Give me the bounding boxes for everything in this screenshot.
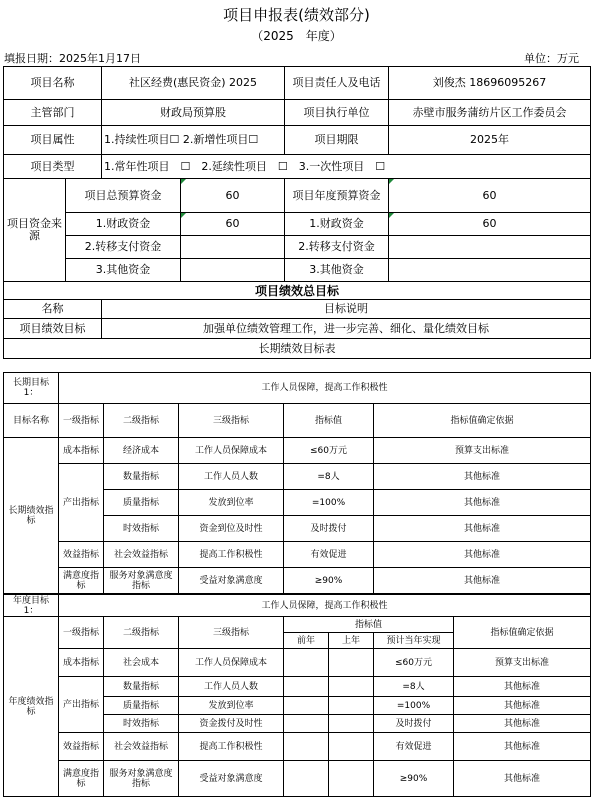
annual-row-l3: 受益对象满意度 bbox=[179, 761, 284, 797]
dept-value: 财政局预算股 bbox=[102, 100, 285, 126]
unit-label: 单位：万元 bbox=[524, 52, 579, 65]
form-year: （2025 年度） bbox=[251, 29, 342, 43]
long-term-indicator-table bbox=[3, 372, 591, 594]
annual-row-value: 有效促进 bbox=[374, 733, 454, 761]
table-row bbox=[4, 761, 591, 797]
long-row-l2: 数量指标 bbox=[104, 464, 179, 490]
long-row-basis: 其他标准 bbox=[374, 464, 591, 490]
table-row bbox=[4, 733, 591, 761]
fiscal-fund-year-value: 60 bbox=[389, 213, 591, 236]
long-row-value: 有效促进 bbox=[284, 542, 374, 568]
long-row-basis: 预算支出标准 bbox=[374, 438, 591, 464]
year-budget-label: 项目年度预算资金 bbox=[285, 179, 389, 213]
long-row-basis: 其他标准 bbox=[374, 490, 591, 516]
annual-cat-output: 产出指标 bbox=[59, 677, 104, 733]
long-row-l2: 社会效益指标 bbox=[104, 542, 179, 568]
attr-value: 1.持续性项目☐ 2.新增性项目☐ bbox=[102, 126, 285, 155]
long-term-table-title: 长期绩效目标表 bbox=[4, 339, 591, 359]
annual-cat-benefit: 效益指标 bbox=[59, 733, 104, 761]
long-header-level2: 二级指标 bbox=[104, 404, 179, 438]
long-header-level3: 三级指标 bbox=[179, 404, 284, 438]
long-row-l3: 工作人员保障成本 bbox=[179, 438, 284, 464]
annual-header-level2: 二级指标 bbox=[104, 617, 179, 649]
overall-col-name: 名称 bbox=[4, 300, 102, 319]
project-name-label: 项目名称 bbox=[4, 67, 102, 100]
long-group-label: 长期绩效指标 bbox=[4, 438, 59, 594]
period-value: 2025年 bbox=[389, 126, 591, 155]
type-value: 1.常年性项目 ☐ 2.延续性项目 ☐ 3.一次性项目 ☐ bbox=[102, 155, 591, 179]
long-row-l2: 经济成本 bbox=[104, 438, 179, 464]
dept-label: 主管部门 bbox=[4, 100, 102, 126]
table-row bbox=[4, 464, 591, 490]
annual-row-l3: 提高工作积极性 bbox=[179, 733, 284, 761]
overall-goal-label: 项目绩效目标 bbox=[4, 319, 102, 339]
transfer-fund-label: 2.转移支付资金 bbox=[66, 236, 181, 259]
annual-row-basis: 其他标准 bbox=[454, 697, 591, 715]
annual-row-l2: 社会成本 bbox=[104, 649, 179, 677]
project-person-value: 刘俊杰 18696095267 bbox=[389, 67, 591, 100]
transfer-fund-value bbox=[181, 236, 285, 259]
project-person-label: 项目责任人及电话 bbox=[285, 67, 389, 100]
long-row-value: =8人 bbox=[284, 464, 374, 490]
annual-header-level3: 三级指标 bbox=[179, 617, 284, 649]
table-row bbox=[4, 542, 591, 568]
long-row-l2: 质量指标 bbox=[104, 490, 179, 516]
annual-indicator-table bbox=[3, 594, 591, 797]
exec-unit-label: 项目执行单位 bbox=[285, 100, 389, 126]
other-fund-value bbox=[181, 259, 285, 282]
overall-goal-value: 加强单位绩效管理工作，进一步完善、细化、量化绩效目标 bbox=[102, 319, 591, 339]
annual-row-value: ≥90% bbox=[374, 761, 454, 797]
long-row-value: ≤60万元 bbox=[284, 438, 374, 464]
long-row-l2: 服务对象满意度指标 bbox=[104, 568, 179, 594]
long-row-l3: 资金到位及时性 bbox=[179, 516, 284, 542]
long-row-basis: 其他标准 bbox=[374, 516, 591, 542]
other-fund-label: 3.其他资金 bbox=[66, 259, 181, 282]
fill-date: 填报日期：2025年1月17日 bbox=[4, 52, 141, 65]
total-budget-label: 项目总预算资金 bbox=[66, 179, 181, 213]
long-row-basis: 其他标准 bbox=[374, 568, 591, 594]
fiscal-fund-label: 1.财政资金 bbox=[66, 213, 181, 236]
long-row-l3: 提高工作积极性 bbox=[179, 542, 284, 568]
annual-row-basis: 预算支出标准 bbox=[454, 649, 591, 677]
long-row-l3: 受益对象满意度 bbox=[179, 568, 284, 594]
long-cat-cost: 成本指标 bbox=[59, 438, 104, 464]
type-label: 项目类型 bbox=[4, 155, 102, 179]
long-row-basis: 其他标准 bbox=[374, 542, 591, 568]
total-budget-value: 60 bbox=[181, 179, 285, 213]
long-row-l3: 工作人员人数 bbox=[179, 464, 284, 490]
basic-info-table bbox=[3, 66, 591, 359]
long-header-basis: 指标值确定依据 bbox=[374, 404, 591, 438]
annual-subheader-prev: 上年 bbox=[329, 633, 374, 649]
annual-row-l2: 社会效益指标 bbox=[104, 733, 179, 761]
long-cat-satisfy: 满意度指标 bbox=[59, 568, 104, 594]
annual-header-value: 指标值 bbox=[284, 617, 454, 633]
overall-goal-section-title: 项目绩效总目标 bbox=[4, 282, 591, 300]
table-row bbox=[4, 649, 591, 677]
annual-row-l3: 发放到位率 bbox=[179, 697, 284, 715]
annual-row-basis: 其他标准 bbox=[454, 733, 591, 761]
form-title: 项目申报表(绩效部分) bbox=[223, 6, 370, 24]
annual-row-basis: 其他标准 bbox=[454, 761, 591, 797]
overall-col-desc: 目标说明 bbox=[102, 300, 591, 319]
period-label: 项目期限 bbox=[285, 126, 389, 155]
other-fund-year-label: 3.其他资金 bbox=[285, 259, 389, 282]
transfer-fund-year-label: 2.转移支付资金 bbox=[285, 236, 389, 259]
long-row-value: =100% bbox=[284, 490, 374, 516]
annual-header-basis: 指标值确定依据 bbox=[454, 617, 591, 649]
annual-row-value: 及时拨付 bbox=[374, 715, 454, 733]
annual-row-basis: 其他标准 bbox=[454, 677, 591, 697]
annual-row-basis: 其他标准 bbox=[454, 715, 591, 733]
annual-row-value: ≤60万元 bbox=[374, 649, 454, 677]
exec-unit-value: 赤壁市服务蒲纺片区工作委员会 bbox=[389, 100, 591, 126]
annual-row-l3: 工作人员人数 bbox=[179, 677, 284, 697]
long-row-value: 及时拨付 bbox=[284, 516, 374, 542]
annual-cat-cost: 成本指标 bbox=[59, 649, 104, 677]
annual-subheader-prev2: 前年 bbox=[284, 633, 329, 649]
annual-row-l2: 质量指标 bbox=[104, 697, 179, 715]
annual-cat-satisfy: 满意度指标 bbox=[59, 761, 104, 797]
long-cat-output: 产出指标 bbox=[59, 464, 104, 542]
long-row-l3: 发放到位率 bbox=[179, 490, 284, 516]
annual-row-l3: 资金拨付及时性 bbox=[179, 715, 284, 733]
fund-source-label: 项目资金来源 bbox=[4, 179, 66, 282]
transfer-fund-year-value bbox=[389, 236, 591, 259]
annual-row-l2: 数量指标 bbox=[104, 677, 179, 697]
annual-row-l3: 工作人员保障成本 bbox=[179, 649, 284, 677]
year-budget-value: 60 bbox=[389, 179, 591, 213]
fiscal-fund-year-label: 1.财政资金 bbox=[285, 213, 389, 236]
attr-label: 项目属性 bbox=[4, 126, 102, 155]
long-goal-value: 工作人员保障，提高工作积极性 bbox=[59, 373, 591, 404]
long-row-l2: 时效指标 bbox=[104, 516, 179, 542]
table-row bbox=[4, 677, 591, 697]
annual-goal-value: 工作人员保障，提高工作积极性 bbox=[59, 595, 591, 617]
long-row-value: ≥90% bbox=[284, 568, 374, 594]
long-header-goal-name: 目标名称 bbox=[4, 404, 59, 438]
long-header-level1: 一级指标 bbox=[59, 404, 104, 438]
annual-row-value: =8人 bbox=[374, 677, 454, 697]
project-name-value: 社区经费(惠民资金) 2025 bbox=[102, 67, 285, 100]
fiscal-fund-value: 60 bbox=[181, 213, 285, 236]
annual-subheader-current: 预计当年实现 bbox=[374, 633, 454, 649]
table-row bbox=[4, 568, 591, 594]
long-cat-benefit: 效益指标 bbox=[59, 542, 104, 568]
annual-row-value: =100% bbox=[374, 697, 454, 715]
annual-header-level1: 一级指标 bbox=[59, 617, 104, 649]
other-fund-year-value bbox=[389, 259, 591, 282]
long-goal-label: 长期目标1： bbox=[4, 373, 59, 404]
annual-group-label: 年度绩效指标 bbox=[4, 617, 59, 797]
annual-goal-label: 年度目标1： bbox=[4, 595, 59, 617]
annual-row-l2: 时效指标 bbox=[104, 715, 179, 733]
long-header-value: 指标值 bbox=[284, 404, 374, 438]
table-row bbox=[4, 438, 591, 464]
annual-row-l2: 服务对象满意度指标 bbox=[104, 761, 179, 797]
